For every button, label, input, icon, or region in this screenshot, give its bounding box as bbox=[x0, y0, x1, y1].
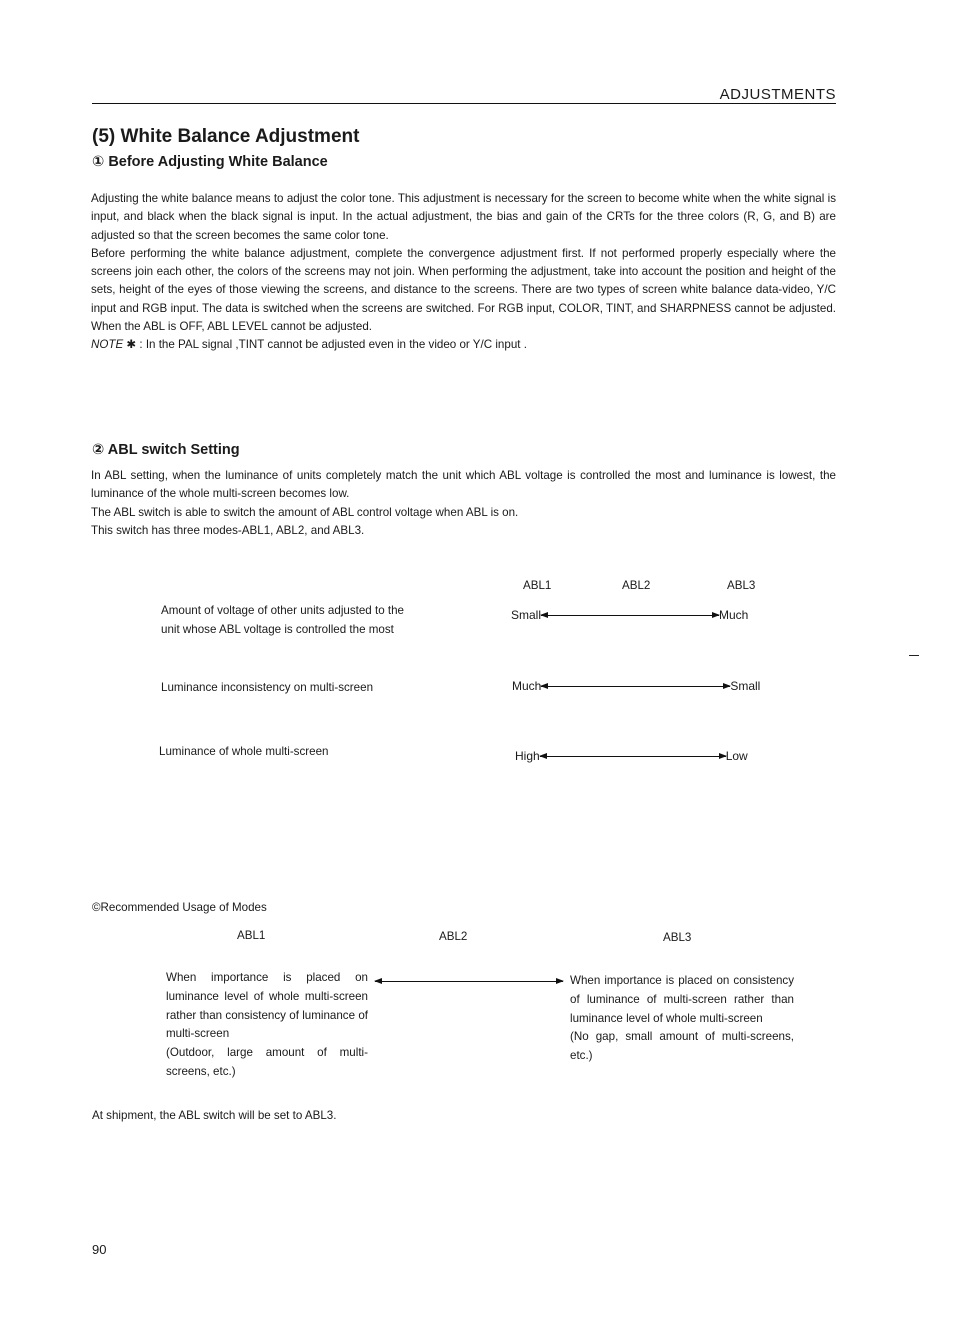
arrow-left-label: Much bbox=[512, 679, 542, 693]
paragraph-abl-switch: The ABL switch is able to switch the amount of ABL control voltage when ABL is on. bbox=[91, 505, 519, 519]
paragraph-before-performing: Before performing the white balance adjustment, complete the convergence adjustment first. If not performed properly especially where the screens join each other, the colors of the screens may not join. When performing the adjustment, take into account the position and height of the sets, height of the eyes of those viewing the screens, and distance to the screens. There are two types of screen white balance data-video, Y/C input and RGB input. The data is switched when the screens are switched. For RGB input, COLOR, TINT, and SHARPNESS cannot be adjusted. When the ABL is OFF, ABL LEVEL cannot be adjusted. bbox=[91, 246, 836, 334]
usage-label-abl1: ABL1 bbox=[237, 929, 266, 942]
double-arrow-icon bbox=[375, 981, 563, 982]
subheading-number: ① bbox=[92, 154, 105, 170]
row-label-voltage bbox=[161, 602, 404, 639]
subheading-before-adjusting bbox=[92, 154, 328, 170]
note-label: NOTE ✱ bbox=[91, 338, 137, 352]
arrow-left-label: High bbox=[515, 749, 540, 763]
page-number: 90 bbox=[92, 1242, 107, 1257]
arrow-row-voltage bbox=[511, 607, 748, 623]
usage-abl1-text: When importance is placed on luminance level of whole multi-screen rather than consistency of luminance of multi-screen bbox=[166, 971, 368, 1041]
double-arrow-icon bbox=[540, 756, 726, 757]
note-text: : In the PAL signal ,TINT cannot be adjusted even in the video or Y/C input . bbox=[136, 338, 527, 352]
section-label: ADJUSTMENTS bbox=[719, 86, 836, 103]
paragraph-abl-setting: In ABL setting, when the luminance of units completely match the unit which ABL voltage is controlled the most and luminance is lowest, the luminance of the whole multi-screen becomes low. bbox=[91, 469, 836, 501]
intro-text bbox=[91, 190, 836, 355]
header-rule bbox=[92, 103, 836, 104]
margin-mark bbox=[909, 655, 919, 656]
arrow-left-label: Small bbox=[511, 608, 542, 622]
mode-label-abl1: ABL1 bbox=[523, 579, 552, 592]
double-arrow-icon bbox=[541, 615, 719, 616]
usage-label-abl2: ABL2 bbox=[439, 930, 468, 943]
usage-heading: ©Recommended Usage of Modes bbox=[92, 901, 267, 914]
arrow-row-inconsistency bbox=[512, 678, 760, 694]
subheading-title: Before Adjusting White Balance bbox=[108, 154, 328, 170]
mode-label-abl2: ABL2 bbox=[622, 579, 651, 592]
note bbox=[91, 336, 836, 354]
usage-abl3-example: (No gap, small amount of multi-screens, etc.) bbox=[570, 1030, 794, 1063]
shipment-note: At shipment, the ABL switch will be set to ABL3. bbox=[92, 1109, 337, 1122]
page-title: (5) White Balance Adjustment bbox=[92, 126, 360, 147]
paragraph-white-balance: Adjusting the white balance means to adjust the color tone. This adjustment is necessary for the screen to become white when the white signal is input, and black when the black signal is input. In the actual adjustment, the bias and gain of the CRTs for the three colors (R, G, and B) are adjusted so that the screen becomes the same color tone. bbox=[91, 192, 836, 242]
mode-label-abl3: ABL3 bbox=[727, 579, 756, 592]
arrow-right-label: Low bbox=[725, 749, 748, 763]
row-label-line: Amount of voltage of other units adjusted to the bbox=[161, 604, 404, 617]
usage-abl3-description bbox=[570, 972, 794, 1066]
subheading-abl-switch bbox=[92, 442, 240, 458]
subheading-number: ② bbox=[92, 442, 105, 458]
usage-abl1-example: (Outdoor, large amount of multi-screens, etc.) bbox=[166, 1046, 368, 1078]
row-label-inconsistency: Luminance inconsistency on multi-screen bbox=[161, 681, 374, 694]
subheading-title: ABL switch Setting bbox=[107, 442, 240, 458]
row-label-luminance: Luminance of whole multi-screen bbox=[159, 745, 329, 758]
arrow-right-label: Much bbox=[719, 608, 749, 622]
abl-text bbox=[91, 467, 836, 540]
row-label-line: unit whose ABL voltage is controlled the most bbox=[161, 622, 394, 636]
usage-label-abl3: ABL3 bbox=[663, 931, 692, 944]
usage-abl3-text: When importance is placed on consistency of luminance of multi-screen rather than luminance level of whole multi-screen bbox=[570, 974, 794, 1025]
arrow-row-luminance bbox=[515, 748, 748, 764]
arrow-right-label: Small bbox=[730, 679, 761, 693]
paragraph-abl-modes: This switch has three modes-ABL1, ABL2, and ABL3. bbox=[91, 523, 365, 537]
double-arrow-icon bbox=[541, 686, 730, 687]
usage-abl1-description bbox=[166, 969, 368, 1082]
